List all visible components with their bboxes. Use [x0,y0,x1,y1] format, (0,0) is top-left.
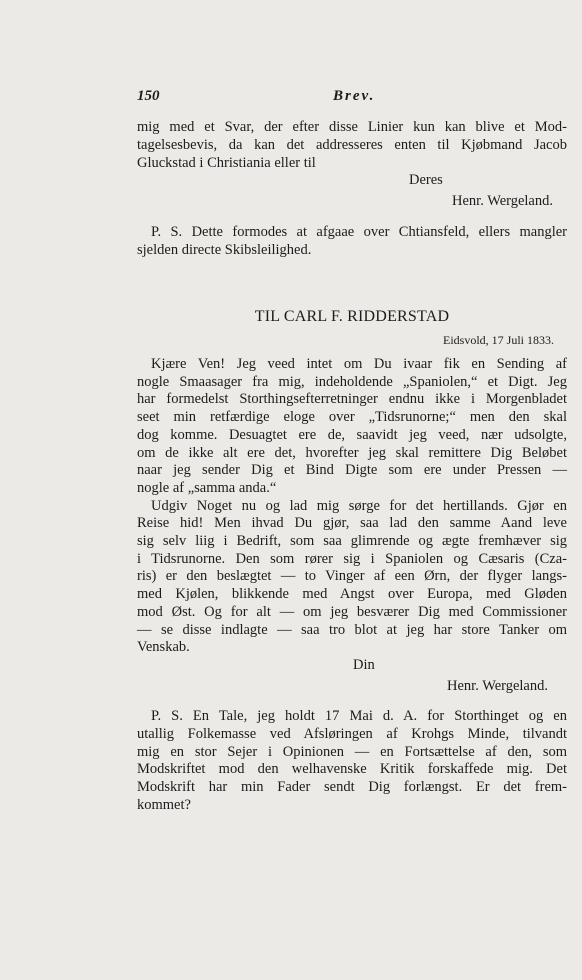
text-line: ris) er den beslægtet — to Vinger af een Ørn, der flyger langs- [137,568,567,585]
text-line: Kjære Ven! Jeg veed intet om Du ivaar fik en Sending af [151,356,567,372]
letter-2-title: TIL CARL F. RIDDERSTAD [254,308,450,325]
text-line: nogle af „samma anda.“ [137,479,277,496]
letter-1-closing: Deres [409,172,443,189]
text-line: naar jeg sender Dig et Bind Digte som ere under Pressen — [137,462,567,479]
text-line: i Tidsrunorne. Den som rører sig i Spaniolen og Cæsaris (Cza- [137,550,567,567]
text-line: mod Øst. Og for alt — om jeg besværer Dig med Commissioner [137,603,567,620]
text-line: Udgiv Noget nu og lad mig sørge for det hertillands. Gjør en [151,497,567,514]
text-line: tagelsesbevis, da kan det addresseres enten til Kjøbmand Jacob [137,136,567,153]
text-line: nogle Smaasager fra mig, indeholdende „Spaniolen,“ et Digt. Jeg [137,373,567,390]
ps-line: Modskriftet mod den welhavenske Kritik forskaffede mig. Det [137,761,567,778]
running-title: Brev. [333,88,376,104]
ps-line: utallig Folkemasse ved Afsløringen af Krohgs Minde, tilvandt [137,726,567,743]
ps-line: Modskrift har min Fader sendt Dig forlængst. Er det frem- [137,779,567,796]
letter-2-dateline: Eidsvold, 17 Juli 1833. [442,333,554,347]
page-number: 150 [137,88,160,104]
ps-line: mig en stor Sejer i Opinionen — en Fortsættelse af den, som [137,743,567,760]
text-line: Reise hid! Men ihvad Du gjør, saa lad den samme Aand leve [137,515,567,532]
letter-1-signature: Henr. Wergeland. [452,193,553,210]
text-line: — se disse indlagte — saa tro blot at jeg har store Tanker om [137,621,567,638]
ps-line: kommet? [137,796,191,813]
letter-2-closing: Din [353,656,375,673]
text-line: Gluckstad i Christiania eller til [137,154,316,171]
text-line: om de ikke alt ere det, hvorefter jeg skal remittere Dig Beløbet [137,444,567,461]
ps-line: P. S. Dette formodes at afgaae over Chtiansfeld, ellers mangler [151,223,567,240]
letter-2-body [137,356,567,815]
page-header [137,88,567,106]
text-line: seet min retfærdige eloge over „Tidsrunorne;“ men den skal [137,409,567,426]
ps-line: P. S. En Tale, jeg holdt 17 Mai d. A. for Storthinget og en [151,708,567,725]
text-line: dog komme. Desuagtet ere de, saavidt jeg veed, nær udsolgte, [137,426,567,443]
letter-1-continuation [137,119,567,260]
text-line: har formedelst Storthingsefterretninger endnu ikke i Morgenbladet [137,391,567,408]
text-line: sig selv liig i Bedrift, som saa glimrende og ægte fremhæver sig [137,533,567,550]
ps-line: sjelden directe Skibsleilighed. [137,241,312,258]
text-line: med Kjølen, blikkende med Angst over Europa, med Gløden [137,586,567,603]
text-line: mig med et Svar, der efter disse Linier kun kan blive et Mod- [137,119,567,135]
letter-2-signature: Henr. Wergeland. [447,677,548,694]
text-line: Venskab. [137,639,190,656]
